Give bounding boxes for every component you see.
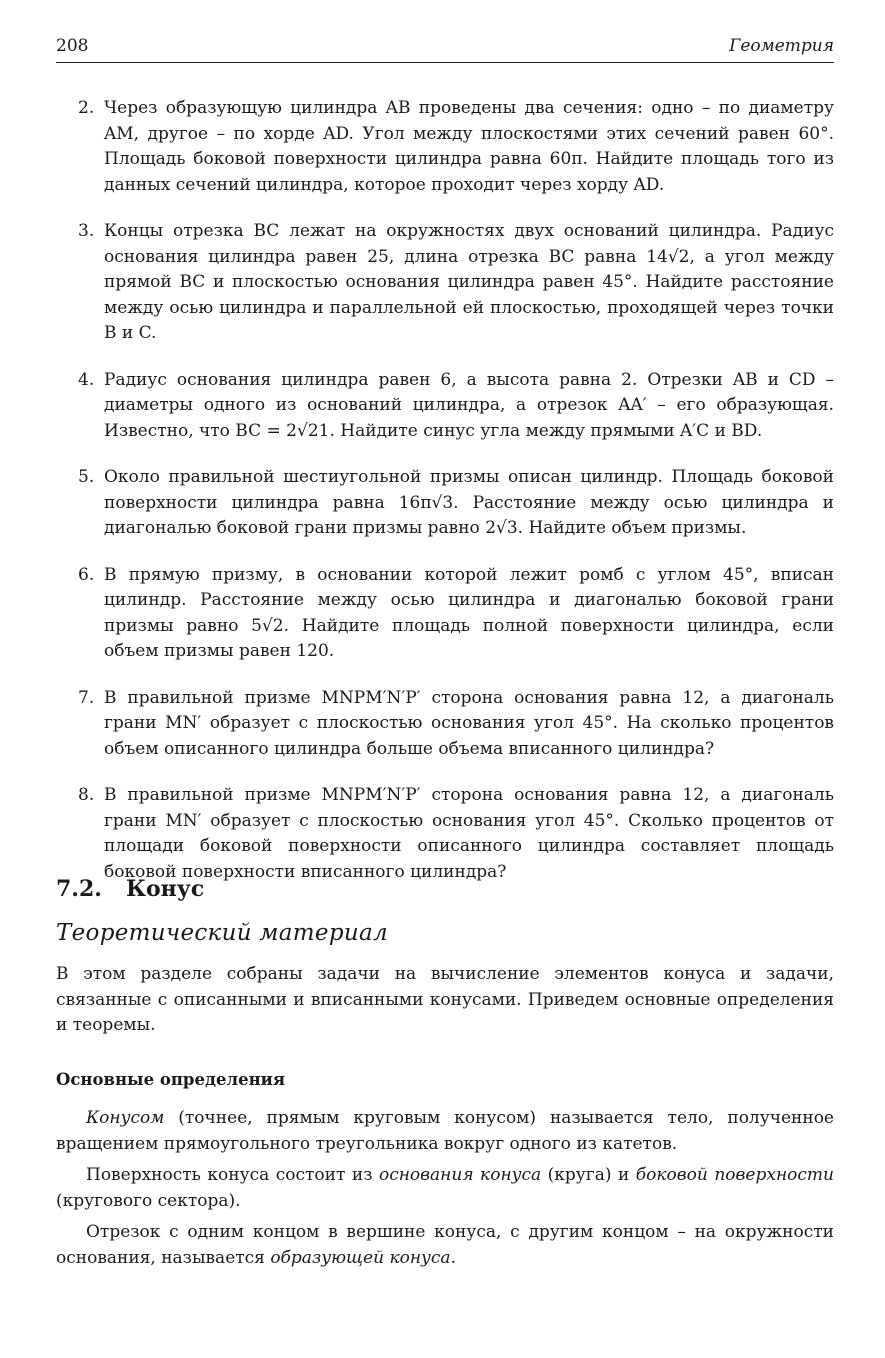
paragraph-text: . (450, 1247, 456, 1268)
running-title: Геометрия (729, 36, 834, 56)
section-title: Конус (126, 876, 205, 902)
problem-text: В правильной призме MNPM′N′P′ сторона основания равна 12, а диагональ грани MN′ образует с плоскостью основания угол 45°. Сколько процентов от площади боковой поверхности описанного цилиндра составляет площадь боковой поверхности вписанного цилиндра? (104, 785, 834, 882)
problem-number: 6. (78, 564, 95, 585)
paragraph-text: (точнее, прямым круговым конусом) называется тело, полученное вращением прямоугольного треугольника вокруг одного из катетов. (56, 1108, 834, 1154)
definitions-heading: Основные определения (56, 1070, 286, 1089)
subsection-title: Теоретический материал (56, 920, 388, 946)
section-heading (56, 876, 204, 902)
problem-text: Концы отрезка BC лежат на окружностях двух оснований цилиндра. Радиус основания цилиндра равен 25, длина отрезка BC равна 14√2, а угол между прямой BC и плоскостью основания цилиндра равен 45°. Найдите расстояние между осью цилиндра и параллельной ей плоскостью, проходящей через точки B и C. (104, 221, 834, 343)
defined-term: боковой поверхности (635, 1165, 834, 1185)
paragraph-text: Отрезок с одним концом в вершине конуса, с другим концом – на окружности основания, называется (56, 1222, 834, 1268)
page-number: 208 (56, 36, 89, 56)
problem-text: Около правильной шестиугольной призмы описан цилиндр. Площадь боковой поверхности цилиндра равна 16π√3. Расстояние между осью цилиндра и диагональю боковой грани призмы равно 2√3. Найдите объем призмы. (104, 467, 834, 538)
intro-paragraph: В этом разделе собраны задачи на вычисление элементов конуса и задачи, связанные с описанными и вписанными конусами. Приведем основные определения и теоремы. (56, 964, 834, 1035)
defined-term: основания конуса (378, 1165, 542, 1185)
defined-term: образующей конуса (270, 1247, 451, 1268)
problem-item (56, 563, 834, 665)
definition-paragraph (56, 1220, 834, 1271)
defined-term: Конусом (86, 1108, 165, 1128)
definition-paragraph (56, 1106, 834, 1157)
section-number: 7.2. (56, 876, 102, 902)
page-header (56, 34, 834, 63)
problem-number: 2. (78, 98, 95, 118)
problem-item (56, 465, 834, 542)
problem-text: Радиус основания цилиндра равен 6, а высота равна 2. Отрезки AB и CD – диаметры одного из оснований цилиндра, а отрезок AA′ – его образующая. Известно, что BC = 2√21. Найдите синус угла между прямыми A′C и BD. (104, 369, 834, 441)
problem-text: В прямую призму, в основании которой лежит ромб с углом 45°, вписан цилиндр. Расстояние между осью цилиндра и диагональю боковой грани призмы равно 5√2. Найдите площадь полной поверхности цилиндра, если объем призмы равен 120. (104, 564, 834, 661)
paragraph-text: (круга) и (541, 1165, 636, 1185)
problem-number: 3. (78, 221, 95, 241)
paragraph-text: Поверхность конуса состоит из (86, 1165, 379, 1185)
problem-text: В правильной призме MNPM′N′P′ сторона основания равна 12, а диагональ грани MN′ образует с плоскостью основания угол 45°. На сколько процентов объем описанного цилиндра больше объема вписанного цилиндра? (104, 687, 834, 759)
problem-number: 7. (78, 687, 95, 708)
problem-item (56, 686, 834, 763)
problem-number: 4. (78, 369, 95, 390)
problem-list (56, 96, 834, 906)
paragraph-text: (кругового сектора). (56, 1190, 241, 1211)
definition-paragraph (56, 1163, 834, 1214)
problem-item (56, 783, 834, 885)
problem-item (56, 219, 834, 347)
problem-number: 8. (78, 785, 95, 805)
problem-item (56, 368, 834, 445)
problem-text: Через образующую цилиндра AB проведены два сечения: одно – по диаметру AM, другое – по хорде AD. Угол между плоскостями этих сечений равен 60°. Площадь боковой поверхности цилиндра равна 60π. Найдите площадь того из данных сечений цилиндра, которое проходит через хорду AD. (104, 98, 834, 195)
problem-item (56, 96, 834, 198)
problem-number: 5. (78, 467, 95, 487)
